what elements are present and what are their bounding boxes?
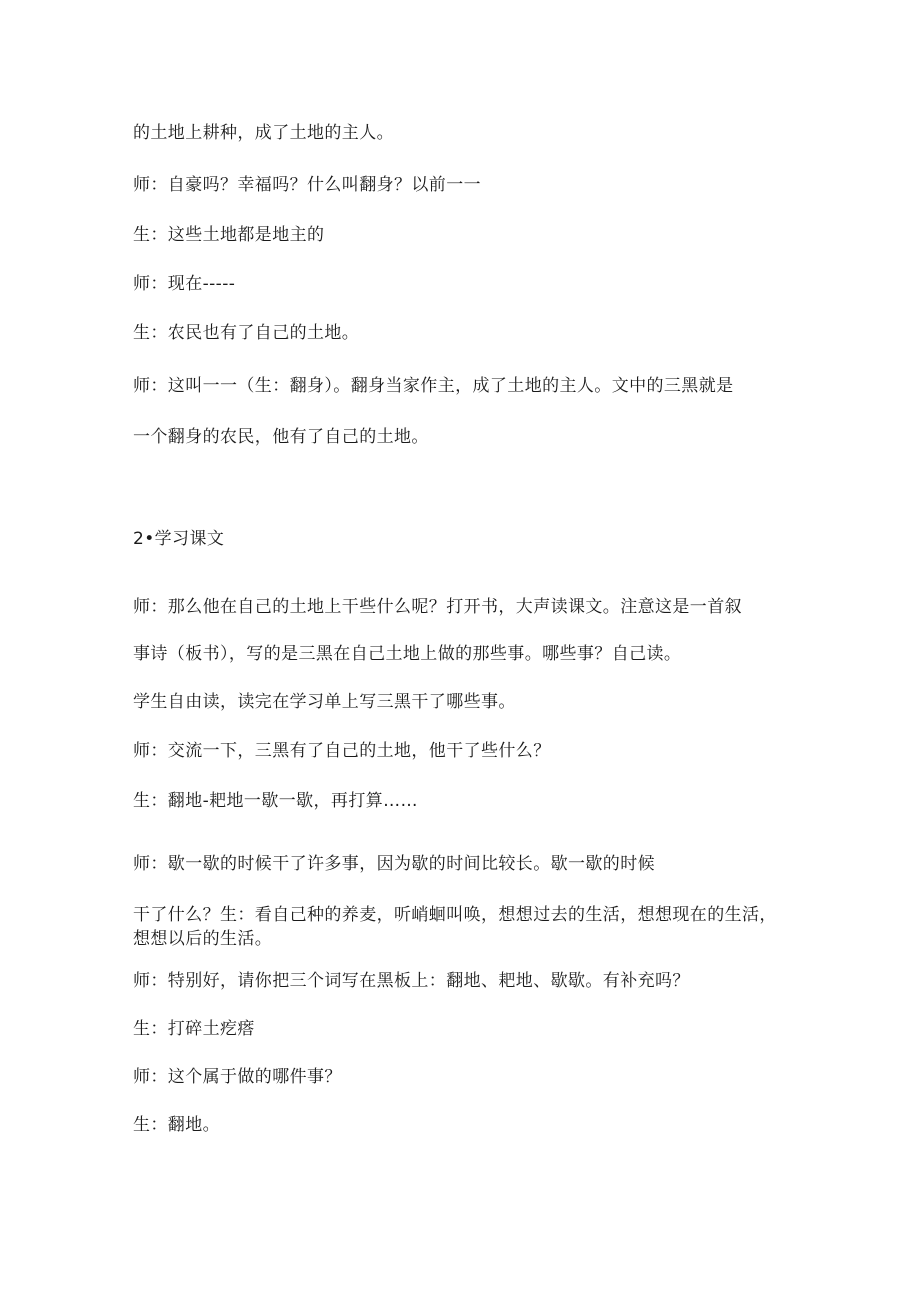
text-line: 一个翻身的农民，他有了自己的土地。 bbox=[133, 427, 429, 447]
text-line: 师：现在----- bbox=[133, 274, 236, 294]
text-line: 师：歇一歇的时候干了许多事，因为歇的时间比较长。歇一歇的时候 bbox=[133, 854, 655, 874]
text-line: 事诗（板书），写的是三黑在自己土地上做的那些事。哪些事？自己读。 bbox=[133, 644, 682, 664]
text-line: 生：这些土地都是地主的 bbox=[133, 225, 325, 245]
text-line: 师：这个属于做的哪件事？ bbox=[133, 1067, 342, 1087]
text-line: 生：翻地-耙地一歇一歇，再打算…… bbox=[133, 791, 418, 811]
text-line: 师：那么他在自己的土地上干些什么呢？打开书，大声读课文。注意这是一首叙 bbox=[133, 597, 742, 617]
text-line: 生：翻地。 bbox=[133, 1115, 220, 1135]
text-line: 师：交流一下，三黑有了自己的土地，他干了些什么？ bbox=[133, 741, 551, 761]
text-line: 生：打碎土疙瘩 bbox=[133, 1019, 255, 1039]
text-paragraph: 干了什么？生：看自己种的养麦，听峭蛔叫唤，想想过去的生活，想想现在的生活，想想以后的生活。 bbox=[133, 905, 777, 949]
text-line: 学生自由读，读完在学习单上写三黑干了哪些事。 bbox=[133, 692, 516, 712]
text-line: 师：特别好，请你把三个词写在黑板上：翻地、耙地、歇歇。有补充吗？ bbox=[133, 971, 690, 991]
section-heading: 2•学习课文 bbox=[133, 529, 225, 549]
text-line: 生：农民也有了自己的土地。 bbox=[133, 323, 360, 343]
text-line: 师：自豪吗？幸福吗？什么叫翻身？以前一一 bbox=[133, 175, 481, 195]
text-line: 师：这叫一一（生：翻身）。翻身当家作主，成了土地的主人。文中的三黑就是 bbox=[133, 376, 734, 396]
text-line: 的土地上耕种，成了土地的主人。 bbox=[133, 123, 394, 143]
